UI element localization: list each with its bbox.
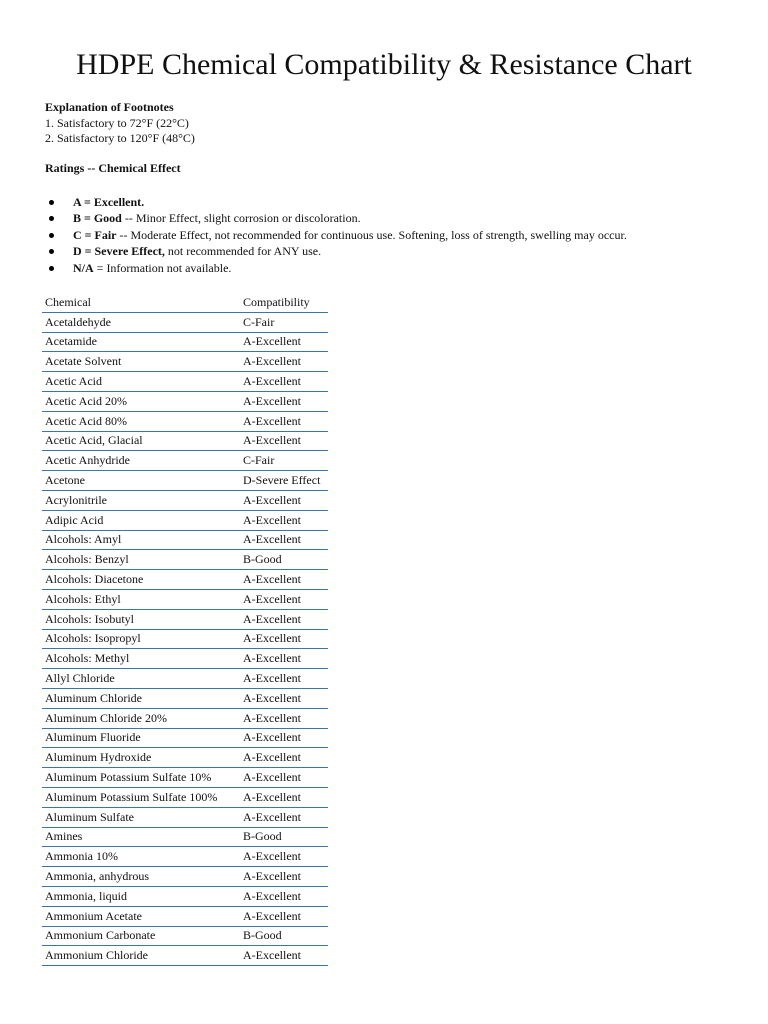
table-row: [42, 847, 328, 867]
column-header-chemical: Chemical: [42, 293, 240, 312]
compatibility-table: [42, 293, 328, 966]
compatibility-cell: A-Excellent: [240, 570, 328, 590]
rating-item: [73, 243, 627, 259]
chemical-name-cell: Ammonium Chloride: [42, 946, 240, 966]
chemical-name-cell: Alcohols: Diacetone: [42, 570, 240, 590]
chemical-name-cell: Acetic Anhydride: [42, 451, 240, 471]
table-row: [42, 867, 328, 887]
chemical-name-cell: Ammonium Acetate: [42, 906, 240, 926]
compatibility-cell: A-Excellent: [240, 431, 328, 451]
chemical-name-cell: Aluminum Fluoride: [42, 728, 240, 748]
rating-description: not recommended for ANY use.: [164, 244, 322, 259]
table-row: [42, 787, 328, 807]
table-row: [42, 451, 328, 471]
compatibility-cell: A-Excellent: [240, 490, 328, 510]
column-header-compatibility: Compatibility: [240, 293, 328, 312]
bullet-icon: [49, 233, 54, 238]
ratings-heading: Ratings -- Chemical Effect: [45, 161, 181, 175]
rating-item: [73, 194, 627, 210]
table-row: [42, 906, 328, 926]
chemical-name-cell: Adipic Acid: [42, 510, 240, 530]
compatibility-cell: A-Excellent: [240, 946, 328, 966]
table-row: [42, 669, 328, 689]
compatibility-cell: A-Excellent: [240, 906, 328, 926]
chemical-name-cell: Alcohols: Isobutyl: [42, 609, 240, 629]
footnotes-heading: Explanation of Footnotes: [45, 100, 174, 114]
table-row: [42, 490, 328, 510]
table-body: [42, 312, 328, 965]
compatibility-cell: A-Excellent: [240, 867, 328, 887]
rating-label: A = Excellent.: [73, 195, 145, 209]
chemical-name-cell: Acetaldehyde: [42, 312, 240, 332]
table-row: [42, 471, 328, 491]
table-row: [42, 688, 328, 708]
table-row: [42, 411, 328, 431]
table-row: [42, 649, 328, 669]
chemical-name-cell: Amines: [42, 827, 240, 847]
compatibility-cell: A-Excellent: [240, 352, 328, 372]
chemical-name-cell: Acetone: [42, 471, 240, 491]
chemical-name-cell: Ammonia, anhydrous: [42, 867, 240, 887]
rating-item: [73, 227, 627, 243]
footnotes-section: [45, 100, 195, 147]
table-row: [42, 629, 328, 649]
bullet-icon: [49, 266, 54, 271]
compatibility-cell: A-Excellent: [240, 510, 328, 530]
chemical-name-cell: Allyl Chloride: [42, 669, 240, 689]
rating-label: C = Fair: [73, 227, 117, 242]
chemical-name-cell: Alcohols: Isopropyl: [42, 629, 240, 649]
compatibility-cell: C-Fair: [240, 312, 328, 332]
table-row: [42, 312, 328, 332]
chemical-name-cell: Alcohols: Amyl: [42, 530, 240, 550]
compatibility-cell: B-Good: [240, 926, 328, 946]
chemical-name-cell: Alcohols: Methyl: [42, 649, 240, 669]
table-row: [42, 728, 328, 748]
rating-label: B = Good: [73, 211, 122, 226]
compatibility-cell: A-Excellent: [240, 669, 328, 689]
chemical-name-cell: Acetic Acid 80%: [42, 411, 240, 431]
page-title: HDPE Chemical Compatibility & Resistance Chart: [76, 48, 692, 81]
compatibility-cell: A-Excellent: [240, 728, 328, 748]
chemical-name-cell: Aluminum Potassium Sulfate 100%: [42, 787, 240, 807]
chemical-name-cell: Aluminum Sulfate: [42, 807, 240, 827]
compatibility-cell: A-Excellent: [240, 391, 328, 411]
chemical-name-cell: Acetic Acid 20%: [42, 391, 240, 411]
rating-description: -- Minor Effect, slight corrosion or discoloration.: [121, 211, 361, 226]
compatibility-cell: A-Excellent: [240, 589, 328, 609]
compatibility-cell: A-Excellent: [240, 332, 328, 352]
bullet-icon: [49, 249, 54, 254]
chemical-name-cell: Ammonia 10%: [42, 847, 240, 867]
chemical-name-cell: Acetic Acid, Glacial: [42, 431, 240, 451]
chemical-name-cell: Alcohols: Ethyl: [42, 589, 240, 609]
table-row: [42, 807, 328, 827]
chemical-name-cell: Aluminum Chloride: [42, 688, 240, 708]
table-row: [42, 708, 328, 728]
table-row: [42, 570, 328, 590]
compatibility-cell: A-Excellent: [240, 807, 328, 827]
compatibility-cell: A-Excellent: [240, 649, 328, 669]
ratings-list: [45, 194, 627, 276]
rating-label: D = Severe Effect,: [73, 244, 165, 259]
chemical-name-cell: Acrylonitrile: [42, 490, 240, 510]
rating-description: = Information not available.: [93, 260, 232, 275]
chemical-name-cell: Acetic Acid: [42, 372, 240, 392]
compatibility-cell: A-Excellent: [240, 372, 328, 392]
chemical-name-cell: Aluminum Hydroxide: [42, 748, 240, 768]
table-row: [42, 886, 328, 906]
table-row: [42, 352, 328, 372]
footnote-item: 1. Satisfactory to 72°F (22°C): [45, 115, 189, 130]
footnote-item: 2. Satisfactory to 120°F (48°C): [45, 131, 195, 145]
compatibility-cell: A-Excellent: [240, 748, 328, 768]
table-row: [42, 768, 328, 788]
table-row: [42, 510, 328, 530]
table-row: [42, 609, 328, 629]
table-row: [42, 748, 328, 768]
compatibility-cell: B-Good: [240, 550, 328, 570]
chemical-name-cell: Aluminum Chloride 20%: [42, 708, 240, 728]
table-header-row: [42, 293, 328, 312]
chemical-name-cell: Acetamide: [42, 332, 240, 352]
bullet-icon: [49, 200, 54, 205]
bullet-icon: [49, 216, 54, 221]
compatibility-cell: A-Excellent: [240, 847, 328, 867]
table-row: [42, 589, 328, 609]
compatibility-cell: D-Severe Effect: [240, 471, 328, 491]
compatibility-cell: A-Excellent: [240, 530, 328, 550]
compatibility-cell: A-Excellent: [240, 411, 328, 431]
compatibility-cell: A-Excellent: [240, 787, 328, 807]
table-row: [42, 827, 328, 847]
compatibility-cell: A-Excellent: [240, 609, 328, 629]
chemical-name-cell: Acetate Solvent: [42, 352, 240, 372]
compatibility-cell: C-Fair: [240, 451, 328, 471]
rating-item: [73, 210, 627, 226]
table-row: [42, 946, 328, 966]
table-row: [42, 372, 328, 392]
table-row: [42, 926, 328, 946]
table-row: [42, 431, 328, 451]
compatibility-cell: A-Excellent: [240, 629, 328, 649]
compatibility-cell: A-Excellent: [240, 708, 328, 728]
rating-item: [73, 260, 627, 276]
compatibility-cell: A-Excellent: [240, 886, 328, 906]
table-row: [42, 530, 328, 550]
table-row: [42, 391, 328, 411]
rating-description: -- Moderate Effect, not recommended for continuous use. Softening, loss of strength, swelling may occur.: [116, 227, 627, 242]
compatibility-cell: A-Excellent: [240, 768, 328, 788]
compatibility-cell: B-Good: [240, 827, 328, 847]
chemical-name-cell: Ammonia, liquid: [42, 886, 240, 906]
table-row: [42, 550, 328, 570]
rating-label: N/A: [73, 260, 94, 275]
compatibility-cell: A-Excellent: [240, 688, 328, 708]
chemical-name-cell: Ammonium Carbonate: [42, 926, 240, 946]
table-row: [42, 332, 328, 352]
chemical-name-cell: Alcohols: Benzyl: [42, 550, 240, 570]
chemical-name-cell: Aluminum Potassium Sulfate 10%: [42, 768, 240, 788]
